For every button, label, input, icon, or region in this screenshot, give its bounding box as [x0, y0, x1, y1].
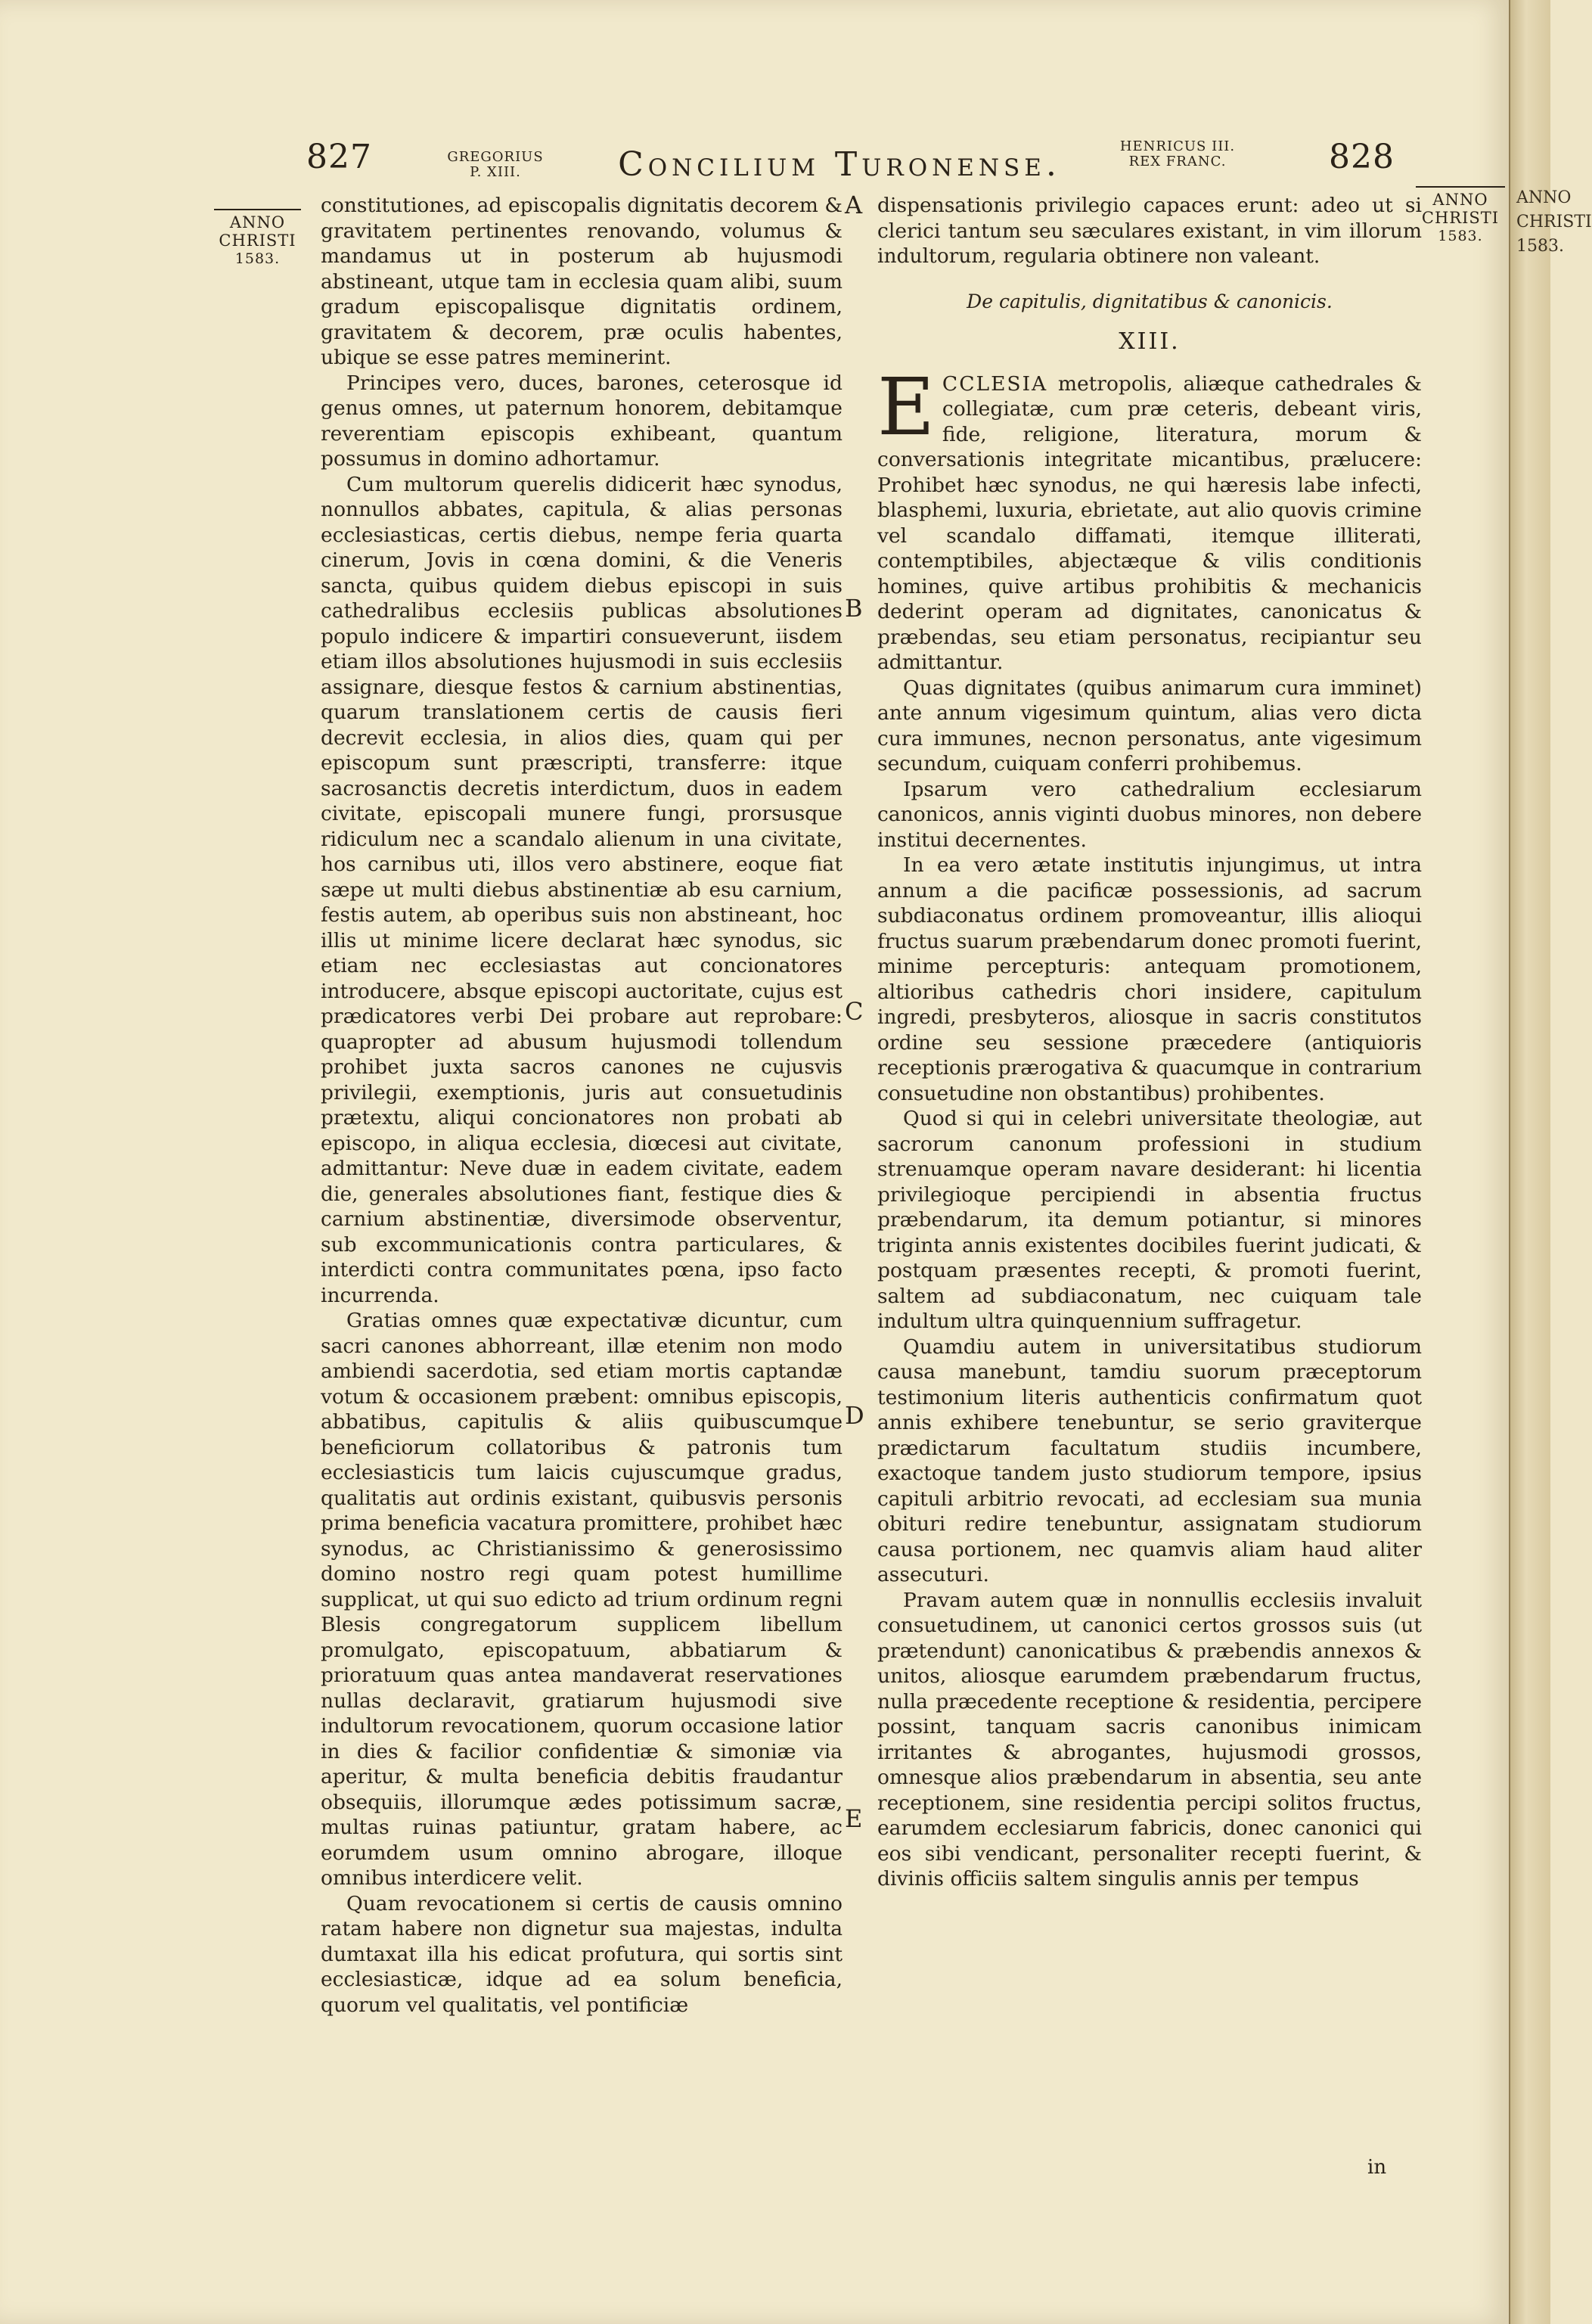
section-marker-a: A [845, 191, 863, 219]
paragraph: Pravam autem quæ in nonnullis ecclesiis invaluit consuetudinem, ut canonici certos grossos suis (ut prætendunt) canonicatibus & præbendis annexos & unitos, aliosque earumdem præbendarum fructus, nulla præcedente receptione & residentia, percipere possint, tanquam sacris canonibus inimicam irritantes & abrogantes, hujusmodi grossos, omnesque alios præbendarum in absentia, seu ante receptionem, sine residentia percipi solitos fructus, earumdem ecclesiarum fabricis, donec canonici qui eos sibi vendicant, personaliter recepti fuerint, & divinis officiis saltem singulis annis per tempus [877, 1588, 1422, 1891]
margin-christi: CHRISTI [1421, 209, 1500, 227]
adjacent-page-edge [1509, 0, 1592, 2324]
margin-anno: ANNO [1432, 191, 1488, 209]
paragraph-text: metropolis, aliæque cathedrales & collegiatæ, cum præ ceteris, debeant viris, fide, religione, literatura, morum & conversationis integritate micantibus, prælucere: Prohibet hæc synodus, ne qui hæresis labe infecti, blasphemi, luxuria, ebrietate, aut alio quovis crimine vel scandalo diffamati, itemque illiterati, contemptibiles, abjectæque & vilis conditionis homines, quive artibus prohibitis & mechanicis dederint operam ad dignitates, canonicatus & præbendas, seu etiam personatus, recipiantur seu admittantur. [877, 371, 1422, 674]
section-marker-b: B [845, 594, 863, 623]
running-header [0, 129, 1509, 197]
paragraph: Quam revocationem si certis de causis omnino ratam habere non dignetur sua majestas, indulta dumtaxat illa his edicat profutura, qui sortis sint ecclesiasticæ, idque ad ea solum beneficia, quorum vel qualitatis, vel pontificiæ [321, 1891, 843, 2017]
margin-christi: CHRISTI [219, 231, 296, 250]
paragraph: Ipsarum vero cathedralium ecclesiarum canonicos, annis viginti duobus minores, non debere institui decernentes. [877, 777, 1422, 852]
header-pope: GREGORIUS P. XIII. [447, 149, 544, 180]
adjacent-page-fragment: CHRISTI [1516, 213, 1592, 231]
capital-word: CCLESIA [942, 371, 1048, 396]
margin-year: 1583. [1438, 228, 1483, 244]
chapter-number: XIII. [1119, 328, 1181, 355]
margin-year: 1583. [234, 250, 281, 267]
section-marker-e: E [845, 1804, 863, 1833]
page-number-right: 828 [1329, 138, 1395, 176]
page-title: Concilium Turonense. [618, 145, 1061, 184]
section-marker-c: C [845, 997, 864, 1026]
paragraph: Quod si qui in celebri universitate theologiæ, aut sacrorum canonum professioni in studium strenuamque operam navare desiderant: hi licentia privilegioque percipiendi in absentia fructus præbendarum, ita demum potiantur, si minores triginta annis existentes docibiles fuerint judicati, & postquam præsentes recepti, & promoti fuerint, saltem ad subdiaconatum, nec cuiquam tale indultum ultra quinquennium suffragetur. [877, 1107, 1422, 1333]
catchword: in [1367, 2156, 1387, 2179]
paragraph: Cum multorum querelis didicerit hæc synodus, nonnullos abbates, capitula, & alias personas ecclesiasticas, certis diebus, nempe feria quarta cinerum, Jovis in cœna domini, & die Veneris sancta, quibus quidem diebus episcopi in suis cathedralibus ecclesiis publicas absolutiones populo indicere & impartiri consueverunt, iisdem etiam illos absolutiones hujusmodi in suis ecclesiis assignare, diesque festos & carnium abstinentias, quarum translationem certis de causis fieri decrevit ecclesia, in alios dies, quam qui per episcopum sunt præscripti, transferre: itque sacrosanctis decretis interdictum, duos in eadem civitate, episcopali munere fungi, prorsusque ridiculum nec a scandalo alienum in una civitate, hos carnibus uti, illos vero abstinere, eoque fiat sæpe ut multi diebus abstinentiæ ab esu carnium, festis autem, ab operibus suis non abstineant, hoc illis ut minime licere declarat hæc synodus, sic etiam nec ecclesiastas aut concionatores introducere, absque episcopi auctoritate, cujus est prædicatores verbi Dei probare aut reprobare: quapropter ad abusum hujusmodi tollendum prohibet juxta sacros canones ne cujusvis privilegii, exemptionis, juris aut consuetudinis prætextu, aliqui concionatores non probati ab episcopo, in aliqua ecclesia, diœcesi aut civitate, admittantur: Neve duæ in eadem civitate, eadem die, generales absolutiones fiant, festique dies & carnium abstinentiæ, diversimode observentur, sub excommunicationis contra particulares, & interdicti contra communitates pœna, ipso facto incurrenda. [321, 472, 843, 1307]
adjacent-page-fragment: 1583. [1516, 237, 1564, 256]
paragraph: In ea vero ætate institutis injungimus, ut intra annum a die pacificæ possessionis, ad sacrum subdiaconatus ordinem promoveantur, illis alioqui fructus suarum præbendarum donec promoti fuerint, minime percepturis: antequam promotionem, altioribus cathedris chori insidere, capitulum ingredi, presbyteros, aliosque in sacris constitutos ordine seu sessione præcedere (antiquioris receptionis prærogativa & quacumque in contrarium consuetudine non obstantibus) prohibentes. [877, 853, 1422, 1105]
margin-note-year-right [1416, 186, 1505, 245]
paragraph: Quamdiu autem in universitatibus studiorum causa manebunt, tamdiu suorum præceptorum testimonium literis authenticis confirmatum quot annis exhibere tenebuntur, se serio graviterque prædictarum facultatum studiis incumbere, exactoque tandem justo studiorum tempore, ipsius capituli arbitrio revocati, ad ecclesiam sua munia obituri redire tenebuntur, assignatam studiorum causa portionem, nec quamvis aliam haud aliter assecuturi. [877, 1334, 1422, 1586]
page-number-left: 827 [306, 138, 372, 176]
margin-anno: ANNO [229, 213, 286, 231]
paragraph: Gratias omnes quæ expectativæ dicuntur, cum sacri canones abhorreant, illæ etenim non modo ambiendi sacerdotia, sed etiam mortis captandæ votum & occasionem præbent: omnibus episcopis, abbatibus, capitulis & aliis quibuscumque beneficiorum collatoribus & patronis tum ecclesiasticis tum laicis cujuscumque gradus, qualitatis aut ordinis existant, quibusvis personis prima beneficia vacatura promittere, prohibet hæc synodus, ac Christianissimo & generosissimo domino nostro regi quam potest humillime supplicat, ut qui suo edicto ad trium ordinum regni Blesis congregatorum supplicem libellum promulgato, episcopatuum, abbatiarum & prioratuum quas antea mandaverat reservationes nullas declaravit, gratiarum hujusmodi sive indultorum revocationem, quorum occasione latior in dies & facilior confidentiæ & simoniæ via aperitur, & multa beneficia debitis fraudantur obsequiis, illorumque ædes potissimum sacræ, multas ruinas patiuntur, gratam habere, ac eorumdem usum omnino abrogare, illoque omnibus interdicere velit. [321, 1309, 843, 1890]
chapter-heading: De capitulis, dignitatibus & canonicis. [967, 290, 1333, 312]
paragraph: Principes vero, duces, barones, ceterosque id genus omnes, ut paternum honorem, debitamque reverentiam episcopis exhibeant, quantum possumus in domino adhortamur. [321, 371, 843, 471]
paragraph-opening [877, 360, 1422, 676]
paragraph: dispensationis privilegio capaces erunt: adeo ut si clerici tantum seu sæculares existant, in vim illorum indultorum, regularia obtinere non valeant. [877, 194, 1422, 268]
adjacent-page-fragment: ANNO [1516, 188, 1572, 207]
drop-cap: E [877, 360, 935, 453]
text-column-right [877, 193, 1422, 1892]
section-marker-d: D [845, 1401, 864, 1430]
paragraph: Quas dignitates (quibus animarum cura imminet) ante annum vigesimum quintum, alias vero dicta cura immunes, necnon personatus, ante vigesimum secundum, cuiquam conferri prohibemus. [877, 676, 1422, 775]
margin-note-year-left [214, 209, 301, 268]
header-king: HENRICUS III. REX FRANC. [1119, 138, 1236, 169]
text-column-left [321, 193, 843, 2018]
paragraph: constitutiones, ad episcopalis dignitatis decorem & gravitatem pertinentes renovando, volumus & mandamus ut in posterum ab hujusmodi abstineant, utque tam in ecclesia quam alibi, suum gradum episcopalisque dignitatis ordinem, gravitatem & decorem, præ oculis habentes, ubique se esse patres meminerint. [321, 194, 843, 369]
